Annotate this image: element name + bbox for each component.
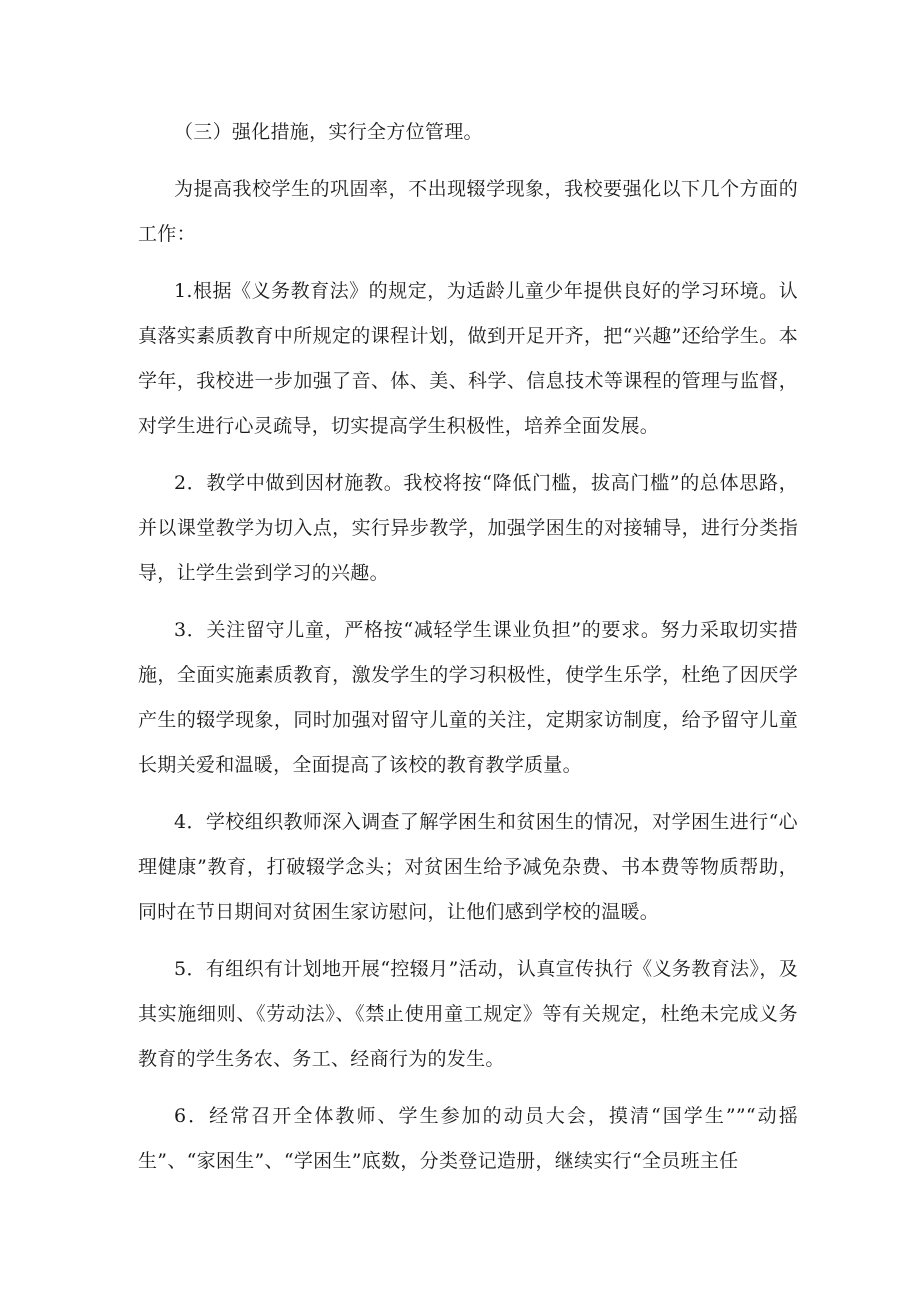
- document-body: [138, 110, 798, 1196]
- measure-6-paragraph: 6．经常召开全体教师、学生参加的动员大会，摸清“国学生””“动摇生”、“家困生”、“学困生”底数，分类登记造册，继续实行“全员班主任: [138, 1105, 798, 1172]
- section-heading: （三）强化措施，实行全方位管理。: [174, 121, 483, 143]
- measure-1-paragraph: 1.根据《义务教育法》的规定，为适龄儿童少年提供良好的学习环境。认真落实素质教育中所规定的课程计划，做到开足开齐，把“兴趣”还给学生。本学年，我校进一步加强了音、体、美、科学、信息技术等课程的管理与监督，对学生进行心灵疏导，切实提高学生积极性，培养全面发展。: [138, 280, 798, 437]
- measure-3-paragraph: 3．关注留守儿童，严格按“减轻学生课业负担”的要求。努力采取切实措施，全面实施素质教育，激发学生的学习积极性，使学生乐学，杜绝了因厌学产生的辍学现象，同时加强对留守儿童的关注，定期家访制度，给予留守儿童长期关爱和温暖，全面提高了该校的教育教学质量。: [138, 619, 798, 776]
- measure-4-paragraph: 4．学校组织教师深入调查了解学困生和贫困生的情况，对学困生进行“心理健康”教育，打破辍学念头；对贫困生给予减免杂费、书本费等物质帮助，同时在节日期间对贫困生家访慰问，让他们感到学校的温暖。: [138, 811, 798, 923]
- intro-paragraph: 为提高我校学生的巩固率，不出现辍学现象，我校要强化以下几个方面的工作：: [138, 178, 798, 245]
- measure-5-paragraph: 5．有组织有计划地开展“控辍月”活动，认真宣传执行《义务教育法》，及其实施细则、《劳动法》、《禁止使用童工规定》等有关规定，杜绝未完成义务教育的学生务农、务工、经商行为的发生。: [138, 958, 798, 1070]
- measure-2-paragraph: 2．教学中做到因材施教。我校将按“降低门槛，拔高门槛”的总体思路，并以课堂教学为切入点，实行异步教学，加强学困生的对接辅导，进行分类指导，让学生尝到学习的兴趣。: [138, 472, 798, 584]
